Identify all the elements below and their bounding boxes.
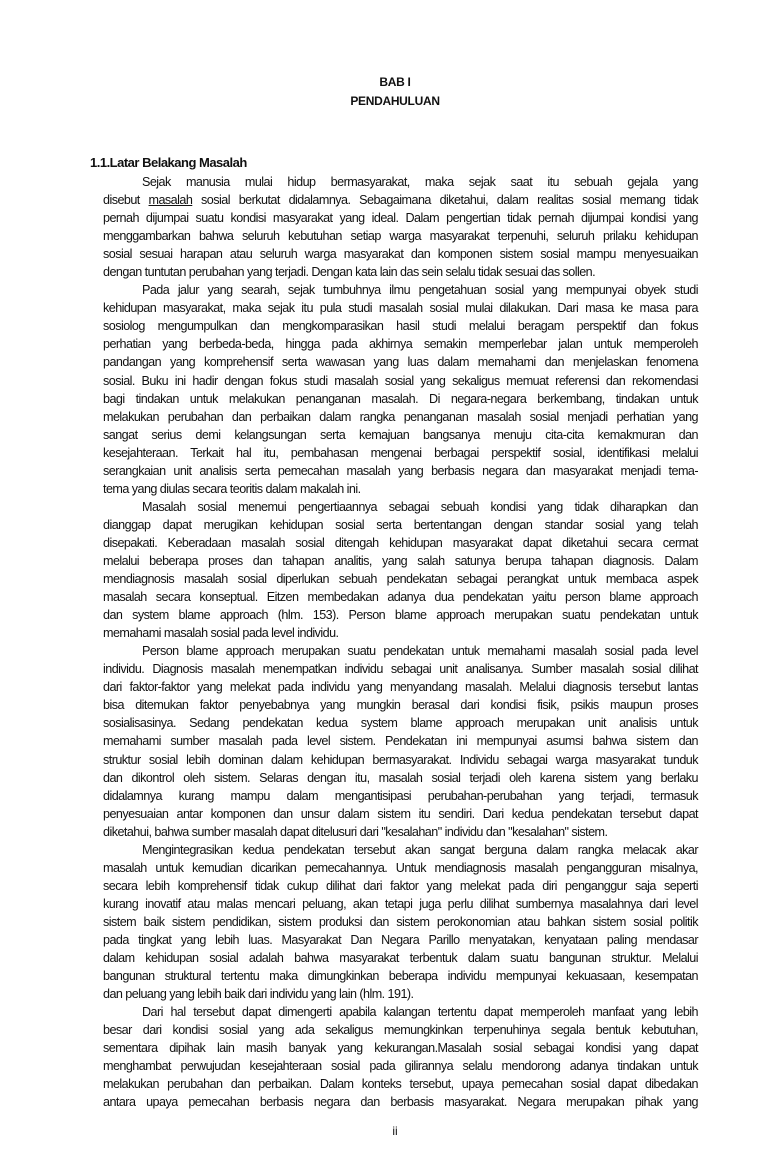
text-line — [103, 191, 698, 209]
text-line: kurang inovatif atau malas mencari peluang, akan tetapi juga perlu dilihat sumbernya masalahnya dari level — [103, 896, 698, 911]
text-line: perhatian yang berbeda-beda, hingga pada akhirnya semakin memperlebar jalan untuk memperoleh — [103, 337, 698, 352]
text-line: penyesuaian antar komponen dan unsur dalam sistem itu sendiri. Dari kedua pendekatan tersebut dapat — [103, 806, 698, 821]
text-line: Masalah sosial menemui pengertiaannya sebagai sebuah kondisi yang tidak diharapkan dan — [142, 499, 698, 514]
text-line: mendiagnosis masalah sosial diperlukan sebuah pendekatan sebagai perangkat untuk membaca aspek — [103, 572, 698, 587]
text-line: sementara dipihak lain masih banyak yang kekurangan.Masalah sosial sebagai kondisi yang dapat — [103, 1041, 698, 1056]
text-segment: sosial berkutat didalamnya. Sebagaimana diketahui, dalam realitas sosial memang tidak — [192, 193, 698, 208]
text-line: struktur sosial lebih dominan dalam kehidupan bermasyarakat. Individu sebagai warga masyarakat tunduk — [103, 752, 698, 767]
text-line: sosial sesuai harapan atau seluruh warga masyarakat dan komponen sistem sosial mampu menyesuaikan — [103, 247, 698, 262]
text-line: sosiolog mengumpulkan dan mengkomparasikan hasil studi melalui beragam perspektif dan fokus — [103, 319, 698, 334]
text-line: melakukan perubahan dan perbaikan dalam rangka penanganan masalah sosial menjadi perhatian yang — [103, 409, 698, 424]
text-line: memahami masalah sosial pada level individu. — [103, 626, 339, 641]
text-line: individu. Diagnosis masalah menempatkan individu sebagai unit analisanya. Sumber masalah sosial dilihat — [103, 662, 698, 677]
underlined-word: masalah — [148, 193, 193, 208]
text-line: menggambarkan bahwa seluruh kebutuhan setiap warga masyarakat terpenuhi, seluruh prilaku kehidupan — [103, 229, 698, 244]
text-line: bangunan struktural tertentu maka dimungkinkan beberapa individu mempunyai kekuasaan, kesempatan — [103, 969, 698, 984]
text-line: tema yang diulas secara teoritis dalam makalah ini. — [103, 481, 361, 496]
paragraph — [103, 173, 698, 281]
page-number: ii — [392, 1124, 398, 1138]
text-line: dengan tuntutan perubahan yang terjadi. Dengan kata lain das sein selalu tidak sesuai das sollen. — [103, 265, 596, 280]
section-heading: 1.1.Latar Belakang Masalah — [90, 155, 247, 170]
body-text — [103, 173, 698, 1111]
text-line: dari faktor-faktor yang melekat pada individu yang menyandang masalah. Melalui diagnosis tersebut lantas — [103, 680, 698, 695]
text-line: Mengintegrasikan kedua pendekatan tersebut akan sangat berguna dalam rangka melacak akar — [142, 842, 698, 857]
paragraph — [103, 1003, 698, 1111]
chapter-label: BAB I — [379, 75, 411, 89]
text-line: pandangan yang komprehensif serta wawasan yang luas dalam memahami dan menjelaskan fenomena — [103, 355, 698, 370]
text-line: melalui beberapa proses dan tahapan analitis, yang salah satunya berupa tahapan diagnosis. Dalam — [103, 553, 698, 568]
text-line: sistem baik sistem pendidikan, sistem produksi dan sistem perokonomian atau bahkan sistem sosial politik — [103, 914, 698, 929]
text-line: dan dikontrol oleh sistem. Selaras dengan itu, masalah sosial terjadi oleh karena sistem yang berlaku — [103, 770, 698, 785]
text-line: Sejak manusia mulai hidup bermasyarakat, maka sejak saat itu sebuah gejala yang — [142, 175, 698, 189]
text-line: didalamnya kurang mampu dalam mengantisipasi perubahan-perubahan yang terjadi, termasuk — [103, 788, 698, 803]
text-line: disepakati. Keberadaan masalah sosial ditengah kehidupan masyarakat dapat diketahui secara cermat — [103, 535, 698, 550]
text-line: dan system blame approach (hlm. 153). Person blame approach merupakan suatu pendekatan untuk — [103, 608, 698, 623]
text-segment: disebut — [103, 193, 149, 208]
paragraph — [103, 281, 698, 498]
text-line: menghambat perwujudan kesejahteraan sosial pada gilirannya selalu mendorong adanya tindakan untuk — [103, 1059, 698, 1074]
text-line: dalam kehidupan sosial adalah bahwa masyarakat terbentuk dalam suatu bangunan struktur. Melalui — [103, 951, 698, 966]
text-line: sangat serius demi kelangsungan serta kemajuan bangsanya menuju cita-cita kemakmuran dan — [103, 427, 698, 442]
text-line: secara lebih komprehensif tidak cukup dilihat dari faktor yang melekat pada diri penganggur saja seperti — [103, 878, 698, 893]
text-line: dianggap dapat merugikan kehidupan sosial serta bertentangan dengan standar sosial yang telah — [103, 517, 698, 532]
chapter-title: PENDAHULUAN — [350, 94, 440, 108]
text-line: masalah secara konseptual. Eitzen membedakan adanya dua pendekatan yaitu person blame approach — [103, 590, 698, 605]
text-line: melakukan perubahan dan perbaikan. Dalam konteks tersebut, upaya pemecahan sosial dapat dibedakan — [103, 1077, 698, 1092]
text-line: sosialisasinya. Sedang pendekatan kedua system blame approach merupakan unit analisis untuk — [103, 716, 698, 731]
text-line: serangkaian unit analisis serta pemecahan masalah yang berbasis negara dan masyarakat menjadi tema- — [103, 463, 698, 478]
text-line: kesejahteraan. Terkait hal itu, pembahasan mengenai berbagai perspektif sosial, identifikasi melalui — [103, 445, 698, 460]
text-line: sosial. Buku ini hadir dengan fokus studi masalah sosial yang sekaligus memuat referensi dan rekomendasi — [103, 373, 698, 388]
text-line: Dari hal tersebut dapat dimengerti apabila kalangan tertentu dapat memperoleh manfaat yang lebih — [142, 1005, 698, 1020]
text-line: kehidupan masyarakat, maka sejak itu pula studi masalah sosial mulai dilakukan. Dari masa ke masa para — [103, 301, 698, 316]
text-line: besar dari kondisi sosial yang ada sekaligus memungkinkan terpenuhinya segala bentuk kebutuhan, — [103, 1023, 698, 1038]
text-line: pada tingkat yang lebih luas. Masyarakat Dan Negara Parillo menyatakan, kenyataan paling mendasar — [103, 932, 698, 947]
text-line: dan peluang yang lebih baik dari individu yang lain (hlm. 191). — [103, 987, 414, 1002]
text-line: masalah untuk kemudian dicarikan pemecahannya. Untuk mendiagnosis masalah pengangguran misalnya, — [103, 860, 698, 875]
paragraph — [103, 642, 698, 841]
text-line: antara upaya pemecahan berbasis negara dan berbasis masyarakat. Negara merupakan pihak yang — [103, 1095, 698, 1110]
text-line: diketahui, bahwa sumber masalah dapat ditelusuri dari "kesalahan" individu dan "kesalahan" sistem. — [103, 824, 608, 839]
paragraph — [103, 841, 698, 1003]
text-line: bisa ditemukan faktor penyebabnya yang mungkin berasal dari kondisi fisik, psikis maupun proses — [103, 698, 698, 713]
text-line: memahami sumber masalah pada level sistem. Pendekatan ini mempunyai asumsi bahwa sistem dan — [103, 734, 698, 749]
text-line: pernah dijumpai suatu kondisi masyarakat yang ideal. Dalam pengertian tidak pernah dijumpai kondisi yang — [103, 211, 698, 226]
paragraph — [103, 498, 698, 642]
text-line: Pada jalur yang searah, sejak tumbuhnya ilmu pengetahuan sosial yang mempunyai obyek studi — [142, 283, 698, 298]
text-line: Person blame approach merupakan suatu pendekatan untuk memahami masalah sosial pada level — [142, 644, 698, 659]
text-line: bagi tindakan untuk melakukan penanganan masalah. Di negara-negara berkembang, tindakan untuk — [103, 391, 698, 406]
